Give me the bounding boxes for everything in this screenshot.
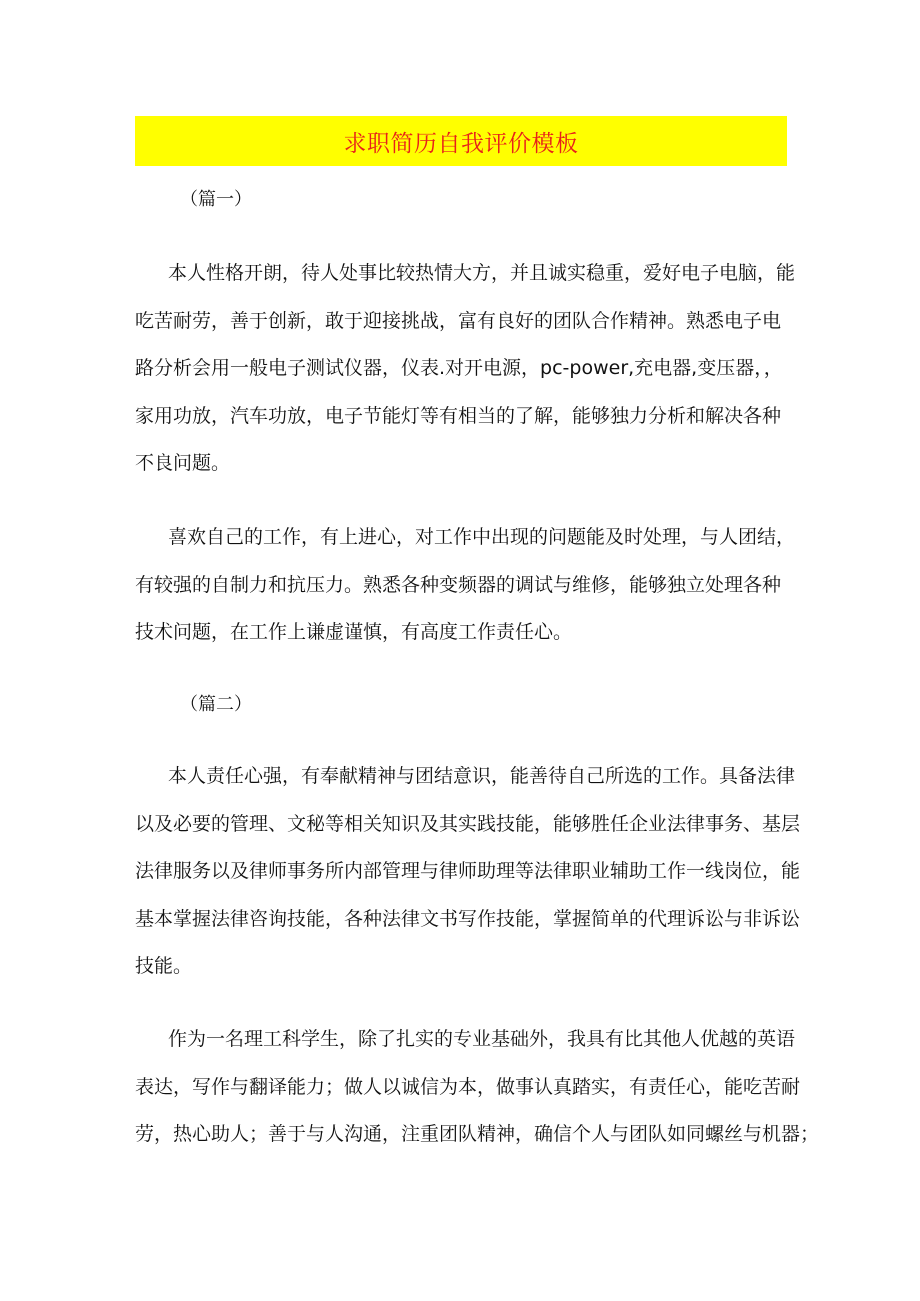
section-label-2: （篇二） [180, 694, 252, 715]
paragraph-line: 表达，写作与翻译能力；做人以诚信为本，做事认真踏实，有责任心，能吃苦耐 [135, 1075, 801, 1098]
paragraph-line: 以及必要的管理、文秘等相关知识及其实践技能，能够胜任企业法律事务、基层 [135, 812, 801, 835]
paragraph-line: 法律服务以及律师事务所内部管理与律师助理等法律职业辅助工作一线岗位，能 [135, 860, 801, 882]
title-banner [135, 116, 787, 166]
section-label-1: （篇一） [180, 189, 252, 210]
paragraph-line: 作为一名理工科学生，除了扎实的专业基础外，我具有比其他人优越的英语 [168, 1028, 796, 1050]
paragraph [135, 1016, 820, 1159]
paragraph-line: 喜欢自己的工作，有上进心，对工作中出现的问题能及时处理，与人团结， [168, 526, 796, 548]
paragraph-line: 家用功放，汽车功放，电子节能灯等有相当的了解，能够独力分析和解决各种 [135, 404, 782, 427]
paragraph-line: 基本掌握法律咨询技能，各种法律文书写作技能，掌握简单的代理诉讼与非诉讼 [135, 907, 801, 930]
paragraph-line: 劳，热心助人；善于与人沟通，注重团队精神，确信个人与团队如同螺丝与机器； [135, 1123, 820, 1145]
paragraph-line: 技能。 [135, 955, 193, 977]
paragraph [135, 753, 801, 991]
paragraph-line: 有较强的自制力和抗压力。熟悉各种变频器的调试与维修，能够独立处理各种 [135, 573, 782, 596]
paragraph-line: 路分析会用一般电子测试仪器，仪表.对开电源，pc-power,充电器,变压器，， [135, 357, 783, 379]
paragraph [135, 250, 796, 488]
paragraph-line: 吃苦耐劳，善于创新，敢于迎接挑战，富有良好的团队合作精神。熟悉电子电 [135, 309, 782, 332]
paragraph-line: 不良问题。 [135, 452, 231, 474]
document-title: 求职简历自我评价模板 [343, 130, 579, 157]
paragraph-line: 技术问题，在工作上谦虚谨慎，有高度工作责任心。 [135, 621, 573, 643]
paragraph-line: 本人性格开朗，待人处事比较热情大方，并且诚实稳重，爱好电子电脑，能 [168, 262, 796, 284]
paragraph-line: 本人责任心强，有奉献精神与团结意识，能善待自己所选的工作。具备法律 [168, 765, 796, 787]
paragraph [135, 514, 796, 657]
